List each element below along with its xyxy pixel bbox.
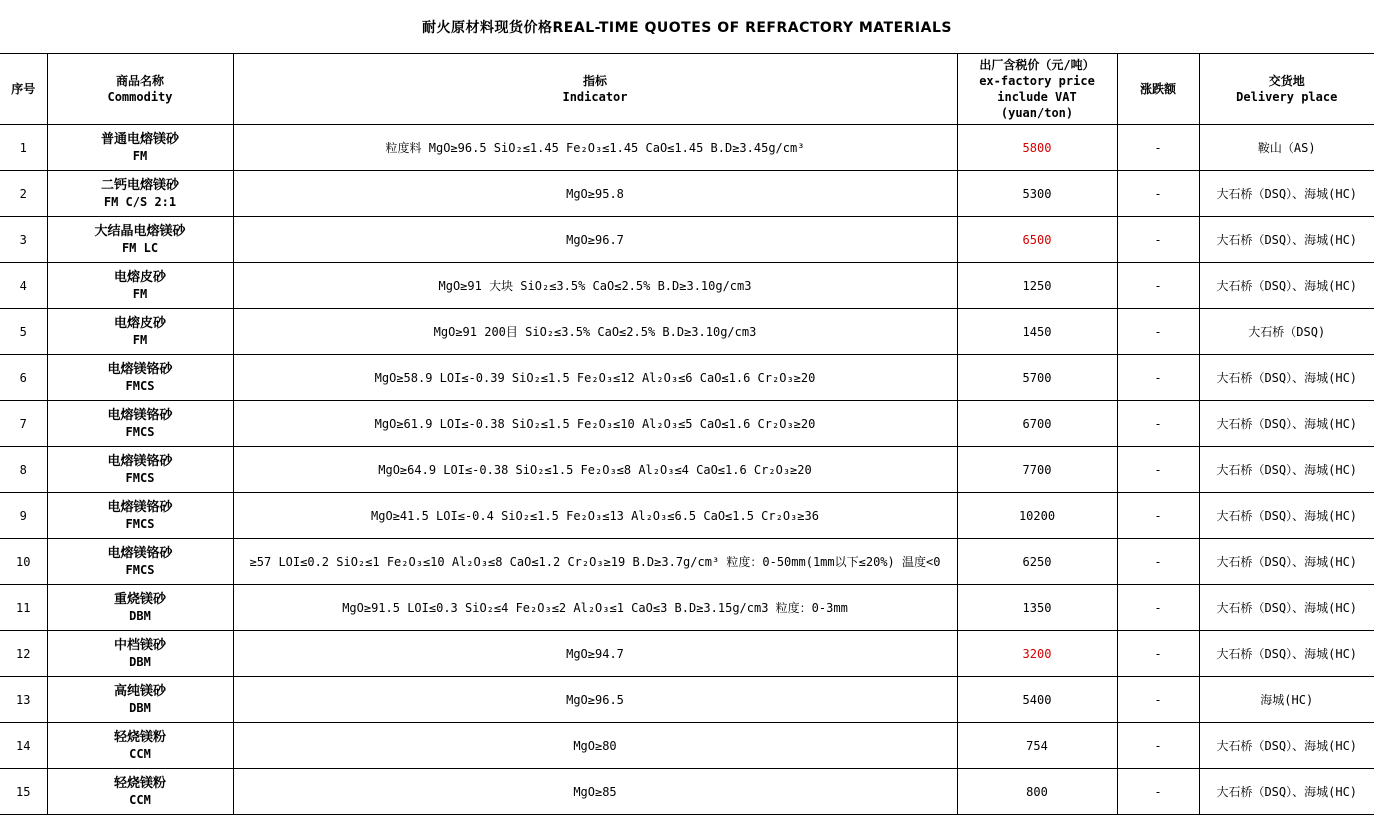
commodity-name: 电熔镁铬砂 (48, 454, 233, 470)
cell-price: 800 (957, 769, 1117, 815)
cell-commodity (47, 769, 233, 815)
cell-delivery: 大石桥（DSQ）、海城(HC) (1199, 217, 1374, 263)
commodity-code: FM (48, 332, 233, 348)
cell-price: 5700 (957, 355, 1117, 401)
cell-delivery: 大石桥（DSQ）、海城(HC) (1199, 171, 1374, 217)
cell-delivery: 大石桥（DSQ）、海城(HC) (1199, 539, 1374, 585)
commodity-code: FM LC (48, 240, 233, 256)
table-row (0, 677, 1374, 723)
cell-commodity (47, 585, 233, 631)
cell-no: 4 (0, 263, 47, 309)
cell-commodity (47, 447, 233, 493)
cell-price: 754 (957, 723, 1117, 769)
commodity-name: 二钙电熔镁砂 (48, 178, 233, 194)
cell-no: 7 (0, 401, 47, 447)
cell-price: 1250 (957, 263, 1117, 309)
cell-delivery: 大石桥（DSQ）、海城(HC) (1199, 631, 1374, 677)
cell-indicator: MgO≥61.9 LOI≤-0.38 SiO₂≤1.5 Fe₂O₃≤10 Al₂O₃≤5 CaO≤1.6 Cr₂O₃≥20 (233, 401, 957, 447)
commodity-code: FMCS (48, 562, 233, 578)
cell-change: - (1117, 401, 1199, 447)
header-indicator-cn: 指标 (234, 73, 957, 89)
header-delivery (1199, 54, 1374, 125)
cell-change: - (1117, 171, 1199, 217)
cell-change: - (1117, 631, 1199, 677)
header-price-en2: include VAT (958, 89, 1117, 105)
cell-change: - (1117, 447, 1199, 493)
cell-change: - (1117, 769, 1199, 815)
cell-price: 5800 (957, 125, 1117, 171)
cell-price: 10200 (957, 493, 1117, 539)
cell-no: 6 (0, 355, 47, 401)
cell-indicator: MgO≥64.9 LOI≤-0.38 SiO₂≤1.5 Fe₂O₃≤8 Al₂O₃≤4 CaO≤1.6 Cr₂O₃≥20 (233, 447, 957, 493)
cell-indicator: MgO≥85 (233, 769, 957, 815)
cell-delivery: 大石桥（DSQ）、海城(HC) (1199, 723, 1374, 769)
table-row (0, 309, 1374, 355)
header-change (1117, 54, 1199, 125)
price-table (0, 53, 1374, 815)
cell-no: 13 (0, 677, 47, 723)
cell-indicator: ≥57 LOI≤0.2 SiO₂≤1 Fe₂O₃≤10 Al₂O₃≤8 CaO≤1.2 Cr₂O₃≥19 B.D≥3.7g/cm³ 粒度：0-50mm(1mm以下≤20%) 温度<0 (233, 539, 957, 585)
table-row (0, 263, 1374, 309)
cell-indicator: MgO≥91 大块 SiO₂≤3.5% CaO≤2.5% B.D≥3.10g/cm3 (233, 263, 957, 309)
cell-no: 11 (0, 585, 47, 631)
table-row (0, 723, 1374, 769)
commodity-code: CCM (48, 746, 233, 762)
table-row (0, 217, 1374, 263)
cell-commodity (47, 723, 233, 769)
table-row (0, 125, 1374, 171)
cell-no: 14 (0, 723, 47, 769)
cell-delivery: 大石桥（DSQ）、海城(HC) (1199, 401, 1374, 447)
header-indicator-en: Indicator (234, 89, 957, 105)
table-row (0, 401, 1374, 447)
cell-change: - (1117, 493, 1199, 539)
table-row (0, 171, 1374, 217)
cell-change: - (1117, 263, 1199, 309)
commodity-name: 轻烧镁粉 (48, 776, 233, 792)
table-row (0, 539, 1374, 585)
cell-commodity (47, 263, 233, 309)
commodity-code: FMCS (48, 424, 233, 440)
cell-commodity (47, 539, 233, 585)
cell-no: 10 (0, 539, 47, 585)
cell-indicator: MgO≥58.9 LOI≤-0.39 SiO₂≤1.5 Fe₂O₃≤12 Al₂O₃≤6 CaO≤1.6 Cr₂O₃≥20 (233, 355, 957, 401)
cell-commodity (47, 355, 233, 401)
commodity-name: 中档镁砂 (48, 638, 233, 654)
cell-price: 1450 (957, 309, 1117, 355)
cell-delivery: 大石桥（DSQ) (1199, 309, 1374, 355)
cell-delivery: 大石桥（DSQ）、海城(HC) (1199, 447, 1374, 493)
commodity-code: FM (48, 286, 233, 302)
cell-delivery: 大石桥（DSQ）、海城(HC) (1199, 493, 1374, 539)
cell-no: 5 (0, 309, 47, 355)
cell-indicator: MgO≥95.8 (233, 171, 957, 217)
cell-change: - (1117, 539, 1199, 585)
header-change-label: 涨跌额 (1140, 82, 1176, 96)
header-price-cn: 出厂含税价（元/吨） (958, 57, 1117, 73)
cell-change: - (1117, 125, 1199, 171)
cell-price: 5300 (957, 171, 1117, 217)
cell-no: 9 (0, 493, 47, 539)
header-row (0, 54, 1374, 125)
cell-change: - (1117, 217, 1199, 263)
cell-change: - (1117, 723, 1199, 769)
cell-commodity (47, 493, 233, 539)
commodity-name: 普通电熔镁砂 (48, 132, 233, 148)
commodity-code: DBM (48, 700, 233, 716)
cell-price: 3200 (957, 631, 1117, 677)
cell-change: - (1117, 585, 1199, 631)
cell-commodity (47, 309, 233, 355)
commodity-name: 大结晶电熔镁砂 (48, 224, 233, 240)
cell-price: 6500 (957, 217, 1117, 263)
header-commodity-en: Commodity (48, 89, 233, 105)
commodity-name: 电熔镁铬砂 (48, 500, 233, 516)
table-body (0, 125, 1374, 815)
cell-no: 1 (0, 125, 47, 171)
header-commodity-cn: 商品名称 (48, 73, 233, 89)
cell-change: - (1117, 677, 1199, 723)
commodity-name: 电熔镁铬砂 (48, 546, 233, 562)
commodity-name: 轻烧镁粉 (48, 730, 233, 746)
cell-commodity (47, 631, 233, 677)
cell-commodity (47, 171, 233, 217)
commodity-code: FMCS (48, 516, 233, 532)
cell-indicator: MgO≥91.5 LOI≤0.3 SiO₂≤4 Fe₂O₃≤2 Al₂O₃≤1 CaO≤3 B.D≥3.15g/cm3 粒度：0-3mm (233, 585, 957, 631)
commodity-code: DBM (48, 654, 233, 670)
cell-price: 1350 (957, 585, 1117, 631)
cell-price: 5400 (957, 677, 1117, 723)
commodity-code: FM C/S 2:1 (48, 194, 233, 210)
cell-delivery: 大石桥（DSQ）、海城(HC) (1199, 769, 1374, 815)
cell-commodity (47, 677, 233, 723)
header-no-label: 序号 (11, 82, 35, 96)
commodity-code: CCM (48, 792, 233, 808)
header-price-en1: ex-factory price (958, 73, 1117, 89)
cell-delivery: 大石桥（DSQ）、海城(HC) (1199, 263, 1374, 309)
table-row (0, 493, 1374, 539)
commodity-name: 电熔镁铬砂 (48, 408, 233, 424)
header-delivery-cn: 交货地 (1200, 73, 1374, 89)
header-price (957, 54, 1117, 125)
cell-delivery: 大石桥（DSQ）、海城(HC) (1199, 585, 1374, 631)
cell-change: - (1117, 309, 1199, 355)
cell-delivery: 鞍山（AS) (1199, 125, 1374, 171)
cell-no: 15 (0, 769, 47, 815)
cell-indicator: MgO≥96.7 (233, 217, 957, 263)
header-price-en3: (yuan/ton) (958, 105, 1117, 121)
cell-commodity (47, 401, 233, 447)
cell-price: 6250 (957, 539, 1117, 585)
cell-commodity (47, 125, 233, 171)
cell-delivery: 大石桥（DSQ）、海城(HC) (1199, 355, 1374, 401)
header-commodity (47, 54, 233, 125)
cell-price: 6700 (957, 401, 1117, 447)
cell-no: 2 (0, 171, 47, 217)
table-row (0, 631, 1374, 677)
cell-change: - (1117, 355, 1199, 401)
cell-commodity (47, 217, 233, 263)
header-no (0, 54, 47, 125)
commodity-code: FMCS (48, 470, 233, 486)
commodity-code: FM (48, 148, 233, 164)
table-row (0, 769, 1374, 815)
cell-price: 7700 (957, 447, 1117, 493)
header-delivery-en: Delivery place (1200, 89, 1374, 105)
header-indicator (233, 54, 957, 125)
title-bar (0, 0, 1374, 53)
cell-indicator: MgO≥94.7 (233, 631, 957, 677)
page-title: 耐火原材料现货价格REAL-TIME QUOTES OF REFRACTORY MATERIALS (422, 17, 952, 37)
table-row (0, 585, 1374, 631)
table-row (0, 447, 1374, 493)
commodity-name: 高纯镁砂 (48, 684, 233, 700)
cell-indicator: MgO≥96.5 (233, 677, 957, 723)
commodity-code: DBM (48, 608, 233, 624)
cell-indicator: MgO≥91 200目 SiO₂≤3.5% CaO≤2.5% B.D≥3.10g/cm3 (233, 309, 957, 355)
cell-indicator: MgO≥41.5 LOI≤-0.4 SiO₂≤1.5 Fe₂O₃≤13 Al₂O₃≤6.5 CaO≤1.5 Cr₂O₃≥36 (233, 493, 957, 539)
commodity-code: FMCS (48, 378, 233, 394)
commodity-name: 重烧镁砂 (48, 592, 233, 608)
cell-no: 8 (0, 447, 47, 493)
cell-no: 12 (0, 631, 47, 677)
cell-delivery: 海城(HC) (1199, 677, 1374, 723)
table-row (0, 355, 1374, 401)
commodity-name: 电熔皮砂 (48, 316, 233, 332)
cell-indicator: 粒度料 MgO≥96.5 SiO₂≤1.45 Fe₂O₃≤1.45 CaO≤1.45 B.D≥3.45g/cm³ (233, 125, 957, 171)
cell-no: 3 (0, 217, 47, 263)
commodity-name: 电熔镁铬砂 (48, 362, 233, 378)
cell-indicator: MgO≥80 (233, 723, 957, 769)
commodity-name: 电熔皮砂 (48, 270, 233, 286)
